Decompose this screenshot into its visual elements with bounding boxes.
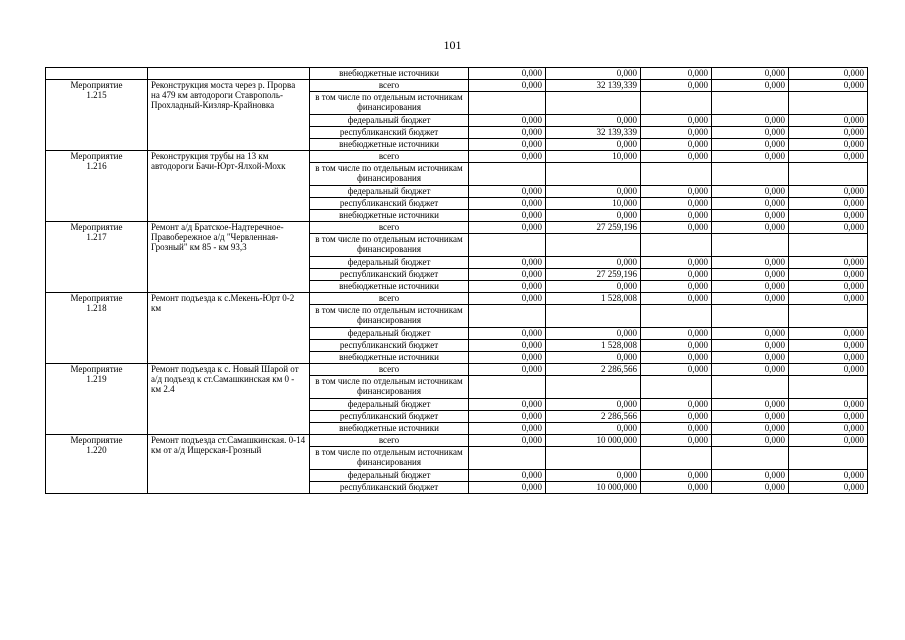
value-cell: 0,000: [641, 364, 712, 376]
value-cell: 0,000: [712, 293, 789, 305]
funding-source-cell: в том числе по отдельным источникам финансирования: [310, 447, 469, 470]
value-cell: 0,000: [712, 198, 789, 210]
funding-source-cell: федеральный бюджет: [310, 115, 469, 127]
value-cell: 0,000: [546, 281, 641, 293]
value-cell: 10,000: [546, 151, 641, 163]
value-cell: [641, 305, 712, 328]
value-cell: 0,000: [712, 435, 789, 447]
event-id-cell: Мероприятие 1.215: [46, 80, 148, 151]
value-cell: [789, 376, 868, 399]
value-cell: 0,000: [546, 399, 641, 411]
event-description-cell: Реконструкция трубы на 13 км автодороги Бачи-Юрт-Ялхой-Мохк: [148, 151, 310, 222]
value-cell: 10,000: [546, 198, 641, 210]
value-cell: [546, 234, 641, 257]
value-cell: [641, 234, 712, 257]
value-cell: 0,000: [712, 269, 789, 281]
funding-source-cell: республиканский бюджет: [310, 198, 469, 210]
value-cell: 0,000: [469, 470, 546, 482]
value-cell: [641, 447, 712, 470]
value-cell: 0,000: [641, 257, 712, 269]
event-description-cell: [148, 68, 310, 80]
value-cell: [712, 163, 789, 186]
page-number: 101: [443, 38, 462, 52]
value-cell: 0,000: [469, 139, 546, 151]
table-row: [46, 435, 868, 447]
value-cell: 2 286,566: [546, 411, 641, 423]
funding-source-cell: республиканский бюджет: [310, 482, 469, 494]
event-id-cell: Мероприятие 1.216: [46, 151, 148, 222]
value-cell: 0,000: [546, 423, 641, 435]
funding-source-cell: федеральный бюджет: [310, 328, 469, 340]
value-cell: 0,000: [641, 269, 712, 281]
value-cell: 0,000: [789, 293, 868, 305]
funding-source-cell: в том числе по отдельным источникам финансирования: [310, 234, 469, 257]
value-cell: 10 000,000: [546, 482, 641, 494]
value-cell: 0,000: [469, 257, 546, 269]
value-cell: [641, 92, 712, 115]
table-row: [46, 68, 868, 80]
value-cell: 0,000: [712, 352, 789, 364]
value-cell: [712, 447, 789, 470]
value-cell: 0,000: [469, 186, 546, 198]
value-cell: [469, 305, 546, 328]
value-cell: 0,000: [789, 222, 868, 234]
value-cell: 0,000: [469, 198, 546, 210]
value-cell: 0,000: [789, 364, 868, 376]
value-cell: 0,000: [712, 68, 789, 80]
value-cell: 0,000: [641, 340, 712, 352]
value-cell: 0,000: [789, 411, 868, 423]
value-cell: [789, 234, 868, 257]
value-cell: 0,000: [469, 364, 546, 376]
funding-source-cell: внебюджетные источники: [310, 352, 469, 364]
value-cell: 0,000: [469, 399, 546, 411]
value-cell: 0,000: [469, 68, 546, 80]
event-id-cell: [46, 68, 148, 80]
value-cell: 0,000: [712, 80, 789, 92]
funding-source-cell: внебюджетные источники: [310, 139, 469, 151]
value-cell: [789, 163, 868, 186]
funding-source-cell: всего: [310, 151, 469, 163]
value-cell: [712, 376, 789, 399]
value-cell: [789, 447, 868, 470]
event-id-cell: Мероприятие 1.220: [46, 435, 148, 494]
value-cell: 0,000: [789, 80, 868, 92]
funding-source-cell: республиканский бюджет: [310, 340, 469, 352]
value-cell: 0,000: [789, 198, 868, 210]
funding-source-cell: федеральный бюджет: [310, 257, 469, 269]
funding-source-cell: в том числе по отдельным источникам финансирования: [310, 163, 469, 186]
value-cell: 0,000: [469, 222, 546, 234]
funding-source-cell: внебюджетные источники: [310, 68, 469, 80]
value-cell: 0,000: [789, 115, 868, 127]
event-description-cell: Ремонт подъезда к с.Мекень-Юрт 0-2 км: [148, 293, 310, 364]
value-cell: 32 139,339: [546, 127, 641, 139]
funding-source-cell: внебюджетные источники: [310, 210, 469, 222]
table-row: [46, 293, 868, 305]
value-cell: 0,000: [641, 423, 712, 435]
value-cell: 0,000: [712, 127, 789, 139]
value-cell: 0,000: [712, 186, 789, 198]
value-cell: 0,000: [712, 423, 789, 435]
value-cell: 0,000: [789, 328, 868, 340]
value-cell: [469, 163, 546, 186]
table-row: [46, 80, 868, 92]
table-row: [46, 364, 868, 376]
value-cell: 0,000: [469, 340, 546, 352]
value-cell: [712, 234, 789, 257]
value-cell: [641, 376, 712, 399]
value-cell: 0,000: [469, 482, 546, 494]
event-description-cell: Реконструкция моста через р. Прорва на 479 км автодороги Ставрополь-Прохладный-Кизляр-Крайновка: [148, 80, 310, 151]
value-cell: 0,000: [469, 328, 546, 340]
value-cell: 0,000: [469, 210, 546, 222]
value-cell: 0,000: [789, 340, 868, 352]
value-cell: 0,000: [712, 222, 789, 234]
value-cell: 0,000: [712, 210, 789, 222]
value-cell: 0,000: [712, 257, 789, 269]
value-cell: 0,000: [712, 281, 789, 293]
funding-source-cell: в том числе по отдельным источникам финансирования: [310, 305, 469, 328]
value-cell: 0,000: [789, 257, 868, 269]
funding-source-cell: республиканский бюджет: [310, 127, 469, 139]
value-cell: 32 139,339: [546, 80, 641, 92]
value-cell: 0,000: [641, 127, 712, 139]
value-cell: [712, 305, 789, 328]
value-cell: 0,000: [712, 115, 789, 127]
table-row: [46, 222, 868, 234]
value-cell: 0,000: [789, 281, 868, 293]
funding-source-cell: всего: [310, 222, 469, 234]
value-cell: 0,000: [712, 399, 789, 411]
value-cell: 0,000: [712, 482, 789, 494]
value-cell: 1 528,008: [546, 293, 641, 305]
value-cell: 0,000: [469, 151, 546, 163]
value-cell: 0,000: [789, 151, 868, 163]
value-cell: 10 000,000: [546, 435, 641, 447]
event-id-cell: Мероприятие 1.217: [46, 222, 148, 293]
value-cell: 0,000: [641, 68, 712, 80]
value-cell: 0,000: [469, 115, 546, 127]
value-cell: 0,000: [546, 115, 641, 127]
value-cell: 0,000: [641, 293, 712, 305]
value-cell: 0,000: [546, 470, 641, 482]
value-cell: [789, 305, 868, 328]
value-cell: 1 528,008: [546, 340, 641, 352]
value-cell: 0,000: [641, 198, 712, 210]
funding-table: [45, 67, 868, 494]
value-cell: 0,000: [469, 80, 546, 92]
value-cell: 2 286,566: [546, 364, 641, 376]
value-cell: 0,000: [546, 139, 641, 151]
value-cell: 0,000: [641, 115, 712, 127]
value-cell: 0,000: [546, 257, 641, 269]
value-cell: 0,000: [641, 186, 712, 198]
value-cell: 0,000: [546, 328, 641, 340]
value-cell: [469, 234, 546, 257]
value-cell: [469, 447, 546, 470]
value-cell: 0,000: [469, 293, 546, 305]
value-cell: [789, 92, 868, 115]
value-cell: 0,000: [712, 328, 789, 340]
value-cell: 0,000: [789, 186, 868, 198]
value-cell: 0,000: [469, 435, 546, 447]
value-cell: 0,000: [712, 364, 789, 376]
value-cell: 0,000: [469, 423, 546, 435]
value-cell: 0,000: [789, 470, 868, 482]
value-cell: 0,000: [789, 435, 868, 447]
value-cell: 0,000: [789, 210, 868, 222]
value-cell: [469, 92, 546, 115]
value-cell: 0,000: [469, 411, 546, 423]
value-cell: [546, 163, 641, 186]
funding-source-cell: всего: [310, 364, 469, 376]
value-cell: 0,000: [641, 80, 712, 92]
value-cell: 0,000: [641, 411, 712, 423]
table-row: [46, 151, 868, 163]
value-cell: [546, 376, 641, 399]
value-cell: 0,000: [546, 68, 641, 80]
funding-source-cell: всего: [310, 80, 469, 92]
value-cell: 0,000: [789, 482, 868, 494]
funding-source-cell: в том числе по отдельным источникам финансирования: [310, 92, 469, 115]
event-id-cell: Мероприятие 1.219: [46, 364, 148, 435]
value-cell: 0,000: [546, 210, 641, 222]
value-cell: 0,000: [641, 151, 712, 163]
value-cell: 0,000: [712, 340, 789, 352]
value-cell: 27 259,196: [546, 222, 641, 234]
value-cell: 0,000: [712, 470, 789, 482]
value-cell: 0,000: [789, 423, 868, 435]
value-cell: 0,000: [789, 352, 868, 364]
funding-source-cell: федеральный бюджет: [310, 470, 469, 482]
event-description-cell: Ремонт подъезда ст.Самашкинская. 0-14 км от а/д Ищерская-Грозный: [148, 435, 310, 494]
value-cell: [546, 92, 641, 115]
funding-source-cell: республиканский бюджет: [310, 411, 469, 423]
value-cell: 0,000: [641, 352, 712, 364]
funding-source-cell: внебюджетные источники: [310, 281, 469, 293]
value-cell: 0,000: [469, 281, 546, 293]
value-cell: 0,000: [641, 222, 712, 234]
value-cell: 0,000: [546, 186, 641, 198]
value-cell: [546, 447, 641, 470]
value-cell: [469, 376, 546, 399]
value-cell: 0,000: [712, 411, 789, 423]
value-cell: 0,000: [789, 139, 868, 151]
event-description-cell: Ремонт подъезда к с. Новый Шарой от а/д подъезд к ст.Самашкинская км 0 - км 2.4: [148, 364, 310, 435]
funding-source-cell: в том числе по отдельным источникам финансирования: [310, 376, 469, 399]
value-cell: [712, 92, 789, 115]
value-cell: 0,000: [789, 269, 868, 281]
value-cell: 0,000: [469, 269, 546, 281]
funding-table-body: [46, 68, 868, 494]
value-cell: 0,000: [789, 399, 868, 411]
funding-source-cell: республиканский бюджет: [310, 269, 469, 281]
value-cell: 27 259,196: [546, 269, 641, 281]
value-cell: [546, 305, 641, 328]
value-cell: 0,000: [789, 127, 868, 139]
event-id-cell: Мероприятие 1.218: [46, 293, 148, 364]
value-cell: 0,000: [641, 399, 712, 411]
value-cell: 0,000: [641, 210, 712, 222]
funding-source-cell: федеральный бюджет: [310, 186, 469, 198]
funding-source-cell: всего: [310, 435, 469, 447]
value-cell: 0,000: [469, 352, 546, 364]
funding-source-cell: внебюджетные источники: [310, 423, 469, 435]
value-cell: 0,000: [641, 470, 712, 482]
value-cell: 0,000: [546, 352, 641, 364]
value-cell: 0,000: [641, 435, 712, 447]
value-cell: 0,000: [712, 151, 789, 163]
value-cell: 0,000: [641, 281, 712, 293]
value-cell: 0,000: [641, 482, 712, 494]
value-cell: 0,000: [641, 139, 712, 151]
funding-source-cell: федеральный бюджет: [310, 399, 469, 411]
value-cell: 0,000: [641, 328, 712, 340]
event-description-cell: Ремонт а/д Братское-Надтеречное-Правобережное а/д "Червленная-Грозный" км 85 - км 93,3: [148, 222, 310, 293]
funding-source-cell: всего: [310, 293, 469, 305]
value-cell: 0,000: [712, 139, 789, 151]
value-cell: 0,000: [469, 127, 546, 139]
value-cell: 0,000: [789, 68, 868, 80]
value-cell: [641, 163, 712, 186]
